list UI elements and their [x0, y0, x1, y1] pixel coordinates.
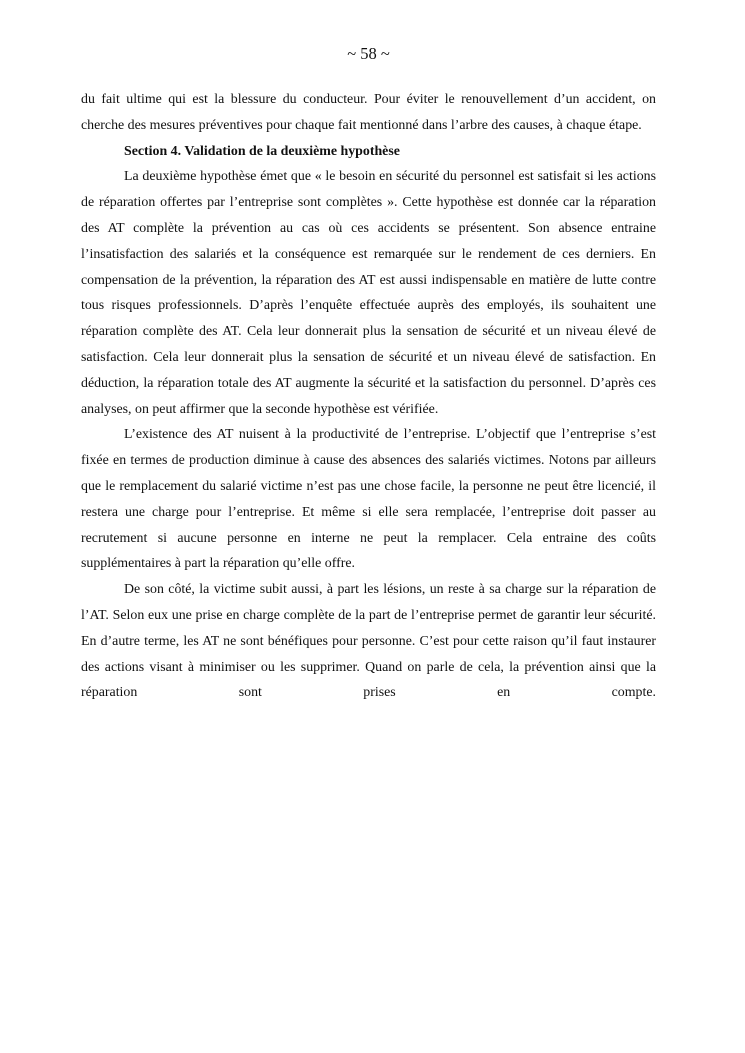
page-body [81, 87, 656, 706]
paragraph-productivity: L’existence des AT nuisent à la productivité de l’entreprise. L’objectif que l’entreprise s’est fixée en termes de production diminue à cause des absences des salariés victimes. Notons par ailleurs que le remplacement du salarié victime n’est pas une chose facile, la personne ne peut être licencié, il restera une charge pour l’entreprise. Et même si elle sera remplacée, l’entreprise doit passer au recrutement si aucune personne en interne ne peut la remplacer. Cela entraine des coûts supplémentaires à part la réparation qu’elle offre. [81, 427, 656, 572]
page-number: ~ 58 ~ [347, 44, 390, 63]
intro-paragraph: du fait ultime qui est la blessure du conducteur. Pour éviter le renouvellement d’un accident, on cherche des mesures préventives pour chaque fait mentionné dans l’arbre des causes, à chaque étape. [81, 92, 656, 133]
paragraph-hypothesis: La deuxième hypothèse émet que « le besoin en sécurité du personnel est satisfait si les actions de réparation offertes par l’entreprise sont complètes ». Cette hypothèse est donnée car la réparation des AT complète la prévention au cas où ces accidents se présentent. Son absence entraine l’insatisfaction des salariés et la conséquence est remarquée sur le rendement de ces derniers. En compensation de la prévention, la réparation des AT est aussi indispensable en matière de lutte contre tous risques professionnels. D’après l’enquête effectuée auprès des employés, ils souhaitent une réparation complète des AT. Cela leur donnerait plus la sensation de sécurité et un niveau élevé de satisfaction. Cela leur donnerait plus la sensation de sécurité et un niveau élevé de satisfaction. En déduction, la réparation totale des AT augmente la sécurité et la satisfaction du personnel. D’après ces analyses, on peut affirmer que la seconde hypothèse est vérifiée. [81, 169, 656, 417]
section-heading: Section 4. Validation de la deuxième hypothèse [124, 143, 400, 159]
paragraph-victim: De son côté, la victime subit aussi, à part les lésions, un reste à sa charge sur la réparation de l’AT. Selon eux une prise en charge complète de la part de l’entreprise permet de garantir leur sécurité. En d’autre terme, les AT ne sont bénéfiques pour personne. C’est pour cette raison qu’il faut instaurer des actions visant à minimiser ou les supprimer. Quand on parle de cela, la prévention ainsi que la réparation sont prises en compte. [81, 582, 656, 701]
